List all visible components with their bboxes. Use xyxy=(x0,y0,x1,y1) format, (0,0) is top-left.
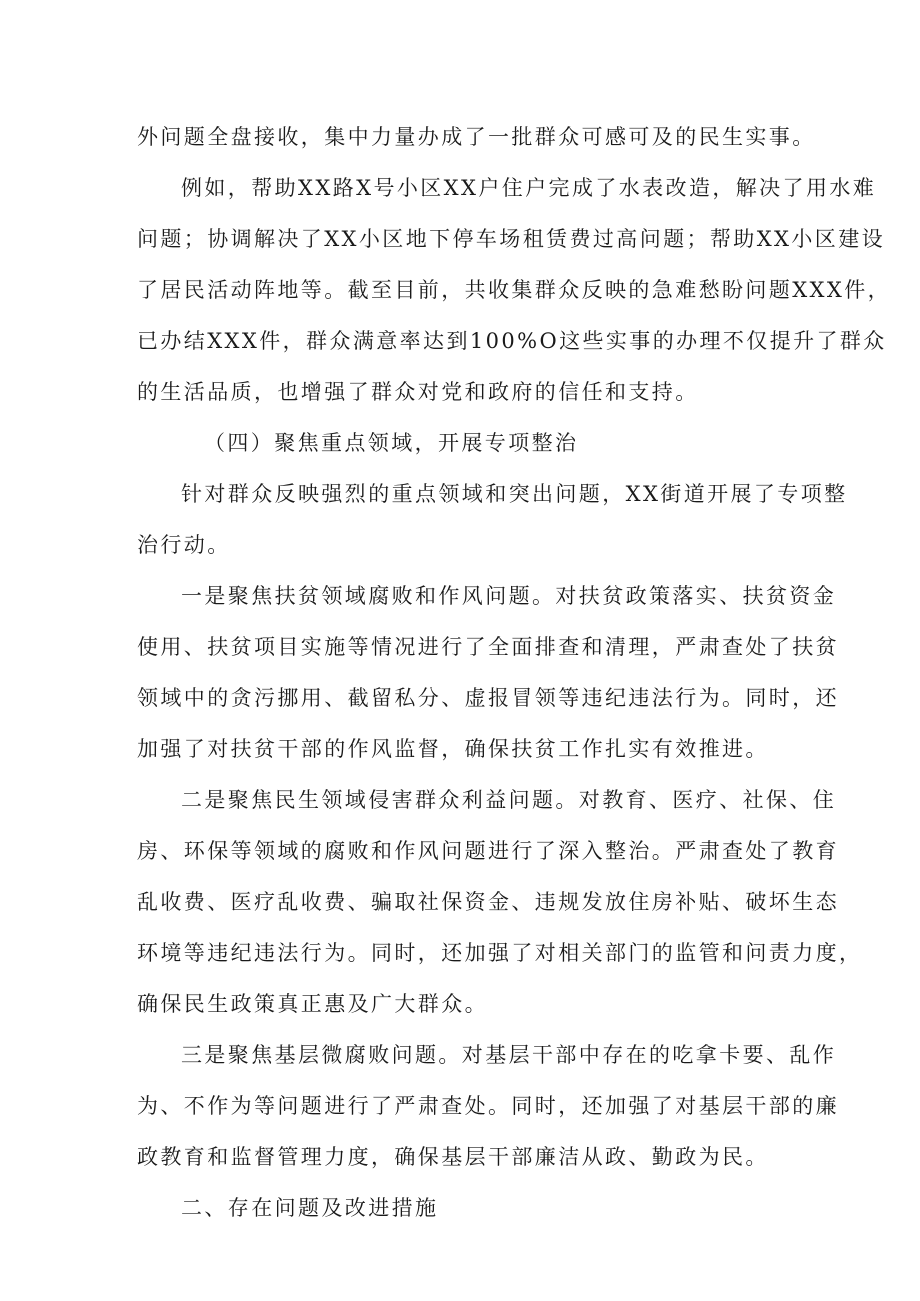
text-line: 为、不作为等问题进行了严肃查处。同时，还加强了对基层干部的廉 xyxy=(137,1094,839,1118)
paragraph-start-line: 例如，帮助XX路X号小区XX户住户完成了水表改造，解决了用水难 xyxy=(181,176,877,200)
paragraph-start-line: 二是聚焦民生领域侵害群众利益问题。对教育、医疗、社保、住 xyxy=(181,788,837,812)
text-line: 外问题全盘接收，集中力量办成了一批群众可感可及的民生实事。 xyxy=(137,125,816,149)
text-line: 政教育和监督管理力度，确保基层干部廉洁从政、勤政为民。 xyxy=(137,1145,769,1169)
text-line: 加强了对扶贫干部的作风监督，确保扶贫工作扎实有效推进。 xyxy=(137,737,769,761)
document-body xyxy=(137,112,892,1234)
text-line: 治行动。 xyxy=(137,533,231,557)
text-line: 房、环保等领域的腐败和作风问题进行了深入整治。严肃查处了教育 xyxy=(137,839,839,863)
text-line: 确保民生政策真正惠及广大群众。 xyxy=(137,992,488,1016)
text-line: 的生活品质，也增强了群众对党和政府的信任和支持。 xyxy=(137,380,699,404)
text-line: 已办结XXX件，群众满意率达到100%O这些实事的办理不仅提升了群众 xyxy=(137,329,887,353)
section-heading: 二、存在问题及改进措施 xyxy=(181,1196,439,1220)
text-line: 使用、扶贫项目实施等情况进行了全面排查和清理，严肃查处了扶贫 xyxy=(137,635,839,659)
text-line: 问题；协调解决了XX小区地下停车场租赁费过高问题；帮助XX小区建设 xyxy=(137,227,885,251)
paragraph-start-line: 一是聚焦扶贫领域腐败和作风问题。对扶贫政策落实、扶贫资金 xyxy=(181,584,837,608)
paragraph-start-line: 三是聚焦基层微腐败问题。对基层干部中存在的吃拿卡要、乱作 xyxy=(181,1043,837,1067)
text-line: 了居民活动阵地等。截至目前，共收集群众反映的急难愁盼问题XXX件， xyxy=(137,278,892,302)
text-line: 领域中的贪污挪用、截留私分、虚报冒领等违纪违法行为。同时，还 xyxy=(137,686,839,710)
text-line: 环境等违纪违法行为。同时，还加强了对相关部门的监管和问责力度， xyxy=(137,941,863,965)
section-heading: （四）聚焦重点领域，开展专项整治 xyxy=(204,431,579,455)
text-line: 乱收费、医疗乱收费、骗取社保资金、违规发放住房补贴、破坏生态 xyxy=(137,890,839,914)
paragraph-start-line: 针对群众反映强烈的重点领域和突出问题，XX街道开展了专项整 xyxy=(181,482,848,506)
